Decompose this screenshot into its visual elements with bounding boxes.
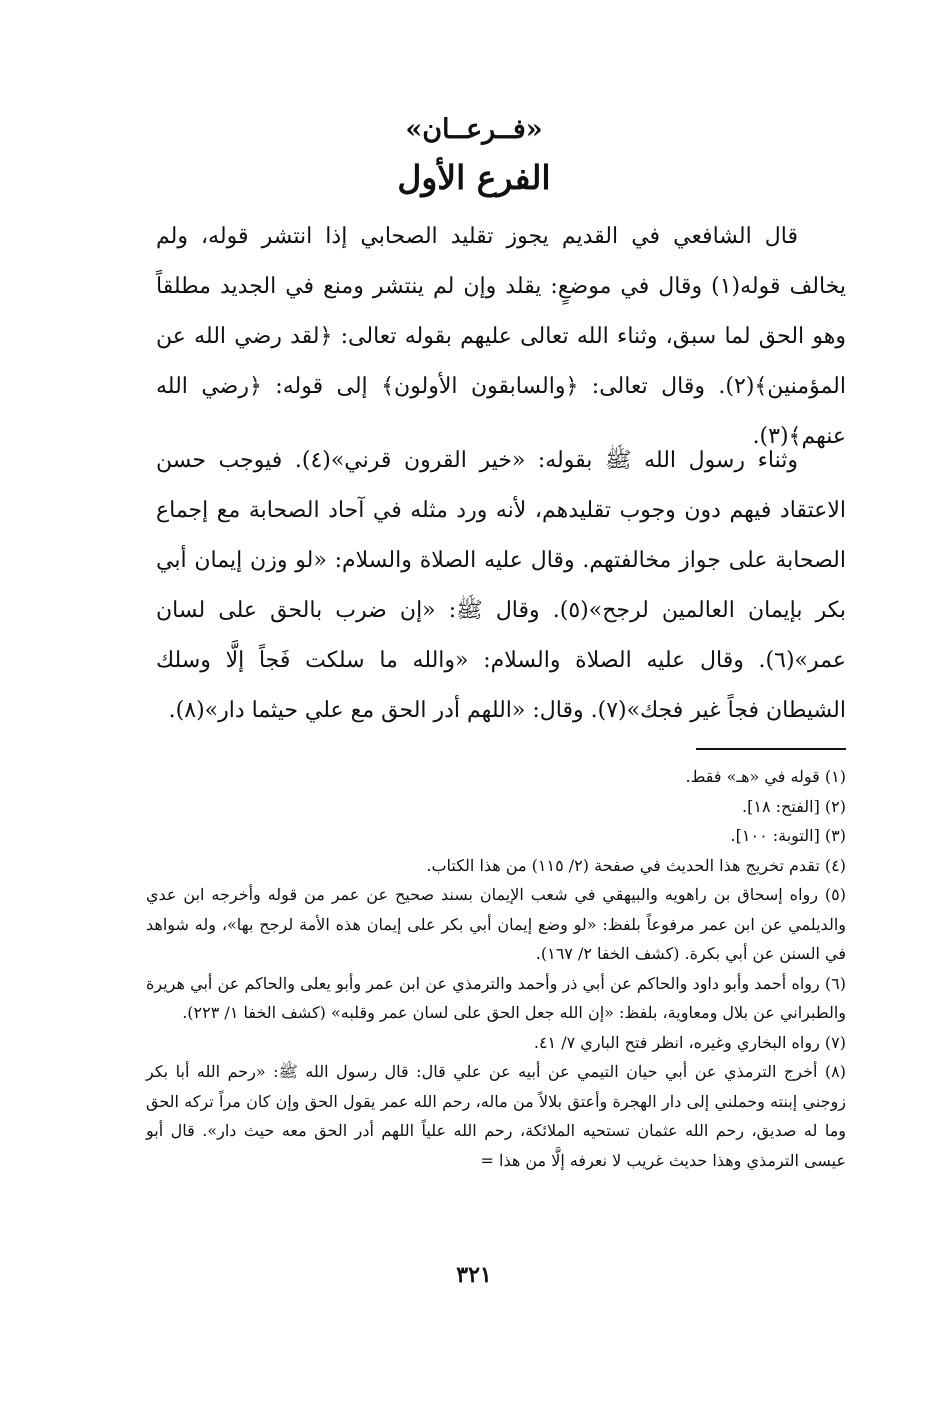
footnote-4: (٤) تقدم تخريج هذا الحديث في صفحة (٢/ ١١٥) من هذا الكتاب. — [426, 855, 846, 875]
body-text-block-1 — [156, 212, 846, 462]
footnote-7: (٧) رواه البخاري وغيره، انظر فتح الباري ٧/ ٤١. — [533, 1032, 846, 1052]
section-marker: «فــرعــان» — [405, 114, 543, 145]
footnote-2: (٢) [الفتح: ١٨]. — [742, 796, 846, 816]
footnote-3: (٣) [التوبة: ١٠٠]. — [730, 826, 846, 845]
page-number: ٣٢١ — [456, 1262, 492, 1288]
section-title: الفرع الأول — [397, 158, 551, 197]
footnote-separator — [696, 748, 846, 750]
footnote-8: (٨) أخرج الترمذي عن أبي حيان التيمي عن أبيه عن علي قال: قال رسول الله ﷺ: «رحم الله أبا بكر زوجني إبنته وحملني إلى دار الهجرة وأعتق بلالاً من ماله، رحم الله عمر يقول الحق وإن كان مراً تركه الحق وما له صديق، رحم الله عثمان تستحيه الملائكة، رحم الله علياً اللهم أدر الحق معه حيث دار». قال أبو عيسى الترمذي وهذا حديث غريب لا نعرفه إلَّا من هذا = — [146, 1062, 847, 1170]
paragraph-1: قال الشافعي في القديم يجوز تقليد الصحابي إذا انتشر قوله، ولم يخالف قوله(١) وقال في موضعٍ: يقلد وإن لم ينتشر ومنع في الجديد مطلقاً وهو الحق لما سبق، وثناء الله تعالى عليهم بقوله تعالى: ﴿لقد رضي الله عن المؤمنين﴾(٢). وقال تعالى: ﴿والسابقون الأولون﴾ إلى قوله: ﴿رضي الله عنهم﴾(٣). — [156, 224, 846, 449]
footnotes — [146, 762, 846, 1175]
footnote-5: (٥) رواه إسحاق بن راهويه والبيهقي في شعب الإيمان بسند صحيح عن عمر من قوله وأخرجه ابن عدي والديلمي عن ابن عمر مرفوعاً بلفظ: «لو وضع إيمان أبي بكر على إيمان هذه الأمة لرجح بها»، وله شواهد في السنن عن أبي بكرة. (كشف الخفا ٢/ ١٦٧). — [146, 885, 846, 963]
paragraph-2: وثناء رسول الله ﷺ بقوله: «خير القرون قرني»(٤). فيوجب حسن الاعتقاد فيهم دون وجوب تقليدهم، لأنه ورد مثله في آحاد الصحابة مع إجماع الصحابة على جواز مخالفتهم. وقال عليه الصلاة والسلام: «لو وزن إيمان أبي بكر بإيمان العالمين لرجح»(٥). وقال ﷺ: «إن ضرب بالحق على لسان عمر»(٦). وقال عليه الصلاة والسلام: «والله ما سلكت فَجاً إلَّا وسلك الشيطان فجاً غير فجك»(٧). وقال: «اللهم أدر الحق مع علي حيثما دار»(٨). — [156, 448, 846, 723]
body-text-block-2 — [156, 436, 846, 736]
footnote-1: (١) قوله في «هـ» فقط. — [685, 767, 846, 786]
footnote-6: (٦) رواه أحمد وأبو داود والحاكم عن أبي ذر وأحمد والترمذي عن ابن عمر وأبو يعلى والحاكم عن أبي هريرة والطبراني عن بلال ومعاوية، بلفظ: «إن الله جعل الحق على لسان عمر وقلبه» (كشف الخفا ١/ ٢٢٣). — [146, 973, 846, 1022]
